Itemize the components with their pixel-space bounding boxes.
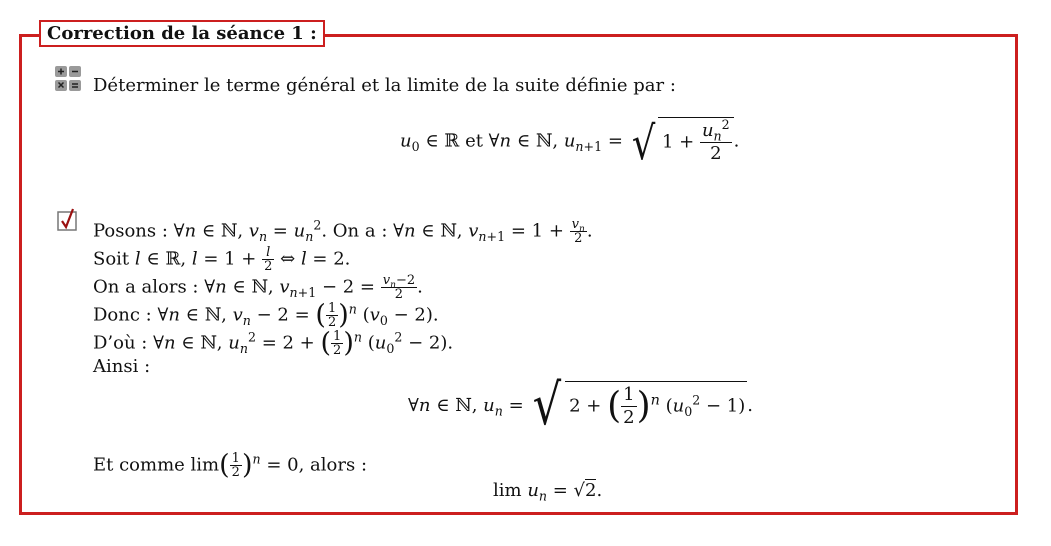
checkbox-checked-icon [57, 208, 79, 232]
line-on-a-alors: On a alors : ∀n ∈ ℕ, $v_{n+1} - 2$ = $\frac{v_n-2}{2}$ . [93, 273, 423, 302]
statement-intro: Déterminer le terme général et la limite de la suite définie par : [93, 75, 676, 96]
line-ainsi: Ainsi : [93, 356, 151, 377]
calculator-ops-icon [55, 66, 82, 92]
line-posons: Posons : ∀n ∈ ℕ, $v_n = u_n^2$. On a : ∀n ∈ ℕ, $v_{n+1} = 1$ + $\frac{v_n}{2}$ . [93, 217, 593, 246]
line-et-comme: Et comme lim( $\frac{1}{2}$ )$^n$ = 0, alors : [93, 449, 368, 481]
general-term-formula: ∀n ∈ ℕ, $u_n$ = √ 2 + ( $\frac{1}{2}$ )$^n$ $(u_0^2 - 1)$ . [408, 373, 753, 438]
line-dou: D’où : ∀n ∈ ℕ, $u_n^2 = 2$ + ( $\frac{1}{2}$ )$^n$ $(u_0^2 - 2)$. [93, 327, 454, 359]
line-donc: Donc : ∀n ∈ ℕ, $v_n - 2$ = ( $\frac{1}{2}$ )$^n$ $(v_0 - 2)$. [93, 299, 439, 331]
definition-formula: $u_0$ ∈ ℝ et ∀n ∈ ℕ, $u_{n+1}$ = √ 1 + $\frac{u_n^2}{2}$ . [400, 115, 740, 170]
limit-formula: $\lim u_n = √2$. [493, 480, 603, 504]
line-soit: Soit l ∈ ℝ, l = 1 + $\frac{l}{2}$ ⇔ l = 2. [93, 245, 351, 274]
section-title: Correction de la séance 1 : [39, 20, 325, 47]
